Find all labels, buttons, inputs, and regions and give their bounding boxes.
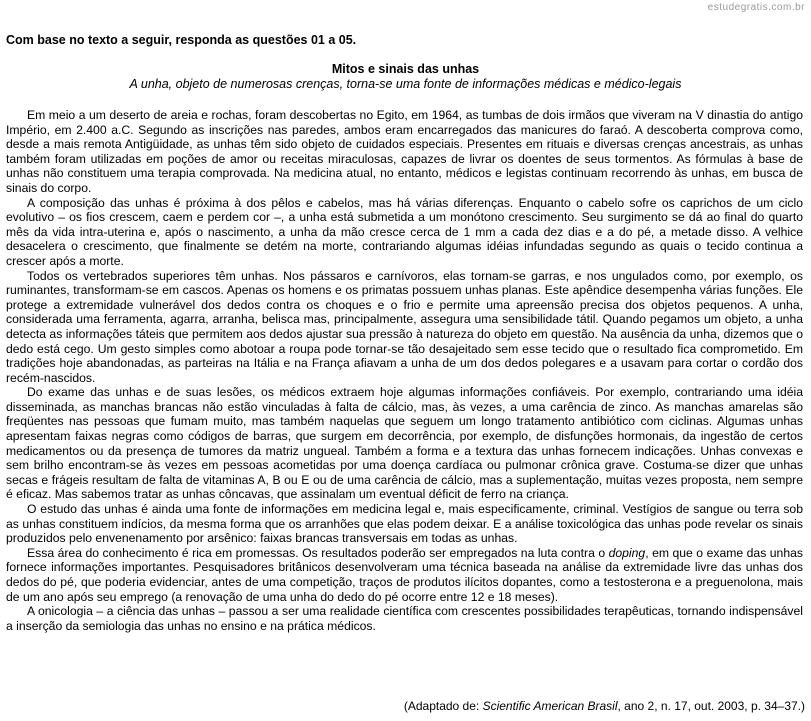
citation-suffix: , ano 2, n. 17, out. 2003, p. 34–37.) xyxy=(617,699,805,713)
article-body xyxy=(6,108,803,633)
paragraph-2: A composição das unhas é próxima à dos pêlos e cabelos, mas há várias diferenças. Enquanto o cabelo sofre os caprichos de um ciclo evolutivo – os fios crescem, caem e perdem cor –, a unha está submetida a um monótono crescimento. Seu surgimento se dá ao final do quarto mês da vida intra-uterina e, após o nascimento, a unha da mão cresce cerca de 1 mm a cada dez dias e a do pé, a metade disso. A velhice desacelera o crescimento, que finalmente se detém na morte, contrariando algumas idéias infundadas segundo as quais o tecido continua a crescer após a morte. xyxy=(6,195,803,268)
citation-publication: Scientific American Brasil xyxy=(482,699,618,713)
paragraph-7: A onicologia – a ciência das unhas – passou a ser uma realidade científica com crescentes possibilidades terapêuticas, tornando indispensável a inserção da semiologia das unhas no ensino e na prática médicos. xyxy=(6,604,803,633)
instruction-heading: Com base no texto a seguir, responda as questões 01 a 05. xyxy=(6,33,357,47)
paragraph-6-start: Essa área do conhecimento é rica em promessas. Os resultados poderão ser empregados na luta contra o xyxy=(27,545,609,560)
paragraph-6-end: , em que o exame das unhas fornece informações importantes. Pesquisadores britânicos desenvolveram uma técnica baseada na análise da extremidade livre das unhas dos dedos do pé, que poderia evidenciar, antes de uma competição, traços de produtos ilícitos dopantes, como a testosterona e a preguenolona, mais de um ano após seu emprego (a renovação de uma unha do dedo do pé ocorre entre 12 e 18 meses). xyxy=(6,545,803,604)
paragraph-6-italic-term: doping xyxy=(608,545,646,560)
paragraph-4: Do exame das unhas e de suas lesões, os médicos extraem hoje algumas informações confiáveis. Por exemplo, contrariando uma idéia disseminada, as manchas brancas não estão vinculadas à falta de cálcio, mas, às vezes, a uma carência de zinco. As manchas amarelas são freqüentes nas pessoas que fumam muito, mas também naquelas que seguem um longo tratamento antibiótico com ciclinas. Algumas unhas apresentam faixas negras como códigos de barras, que surgem em decorrência, por exemplo, de disfunções hormonais, da ingestão de certos medicamentos ou da presença de tumores da matriz ungueal. Também a forma e a textura das unhas fornecem indicações. Unhas convexas e sem brilho encontram-se às vezes em pessoas acometidas por uma doença cardíaca ou pulmonar crônica grave. Costuma-se dizer que unhas secas e frágeis resultam de falta de vitaminas A, B ou E ou de uma carência de cálcio, mas a suplementação, muitas vezes proposta, nem sempre é eficaz. Mas sabemos tratar as unhas côncavas, que assinalam um eventual déficit de ferro na criança. xyxy=(6,385,803,502)
paragraph-3: Todos os vertebrados superiores têm unhas. Nos pássaros e carnívoros, elas tornam-se garras, e nos ungulados como, por exemplo, os ruminantes, transformam-se em cascos. Apenas os homens e os primatas possuem unhas planas. Este apêndice desempenha várias funções. Ele protege a extremidade vulnerável dos dedos contra os choques e o frio e permite uma apreensão precisa dos objetos pequenos. A unha, considerada uma ferramenta, agarra, arranha, belisca mas, principalmente, assegura uma sensibilidade tátil. Quando pegamos um objeto, a unha detecta as informações táteis que permitem aos dedos ajustar sua pressão à natureza do objeto em questão. Na ausência da unha, dizemos que o dedo está cego. Um gesto simples como abotoar a roupa pode tornar-se tão desajeitado sem esse tecido que o resultado fica comprometido. Em tradições hoje abandonadas, as parteiras na Itália e na França afiavam a unha de um dos dedos polegares e a usavam para cortar o cordão dos recém-nascidos. xyxy=(6,268,803,385)
site-watermark: estudegratis.com.br xyxy=(707,2,805,13)
paragraph-5: O estudo das unhas é ainda uma fonte de informações em medicina legal e, mais especificamente, criminal. Vestígios de sangue ou terra sob as unhas constituem indícios, da mesma forma que os arranhões que elas podem deixar. E a análise toxicológica das unhas pode revelar os sinais produzidos pelo envenenamento por arsênico: faixas brancas transversais em todas as unhas. xyxy=(6,502,803,546)
paragraph-6 xyxy=(6,546,803,604)
article-title: Mitos e sinais das unhas xyxy=(331,62,480,76)
source-citation xyxy=(404,699,805,713)
paragraph-1: Em meio a um deserto de areia e rochas, foram descobertas no Egito, em 1964, as tumbas de dois irmãos que viveram na V dinastia do antigo Império, em 2.400 a.C. Segundo as inscrições nas paredes, ambos eram encarregados das manicures do faraó. A descoberta comprova como, desde a mais remota Antigüidade, as unhas têm sido objeto de cuidados especiais. Presentes em rituais e diversas crenças ancestrais, as unhas também foram utilizadas em poções de amor ou receitas miraculosas, capazes de livrar os doentes de seus tormentos. As fórmulas à base de unhas não constituem uma terapia comprovada. Na medicina atual, no entanto, médicos e legistas continuam recorrendo às unhas, em busca de sinais do corpo. xyxy=(6,108,803,195)
citation-prefix: (Adaptado de: xyxy=(403,699,483,713)
article-subtitle: A unha, objeto de numerosas crenças, torna-se uma fonte de informações médicas e médico-legais xyxy=(129,77,682,91)
